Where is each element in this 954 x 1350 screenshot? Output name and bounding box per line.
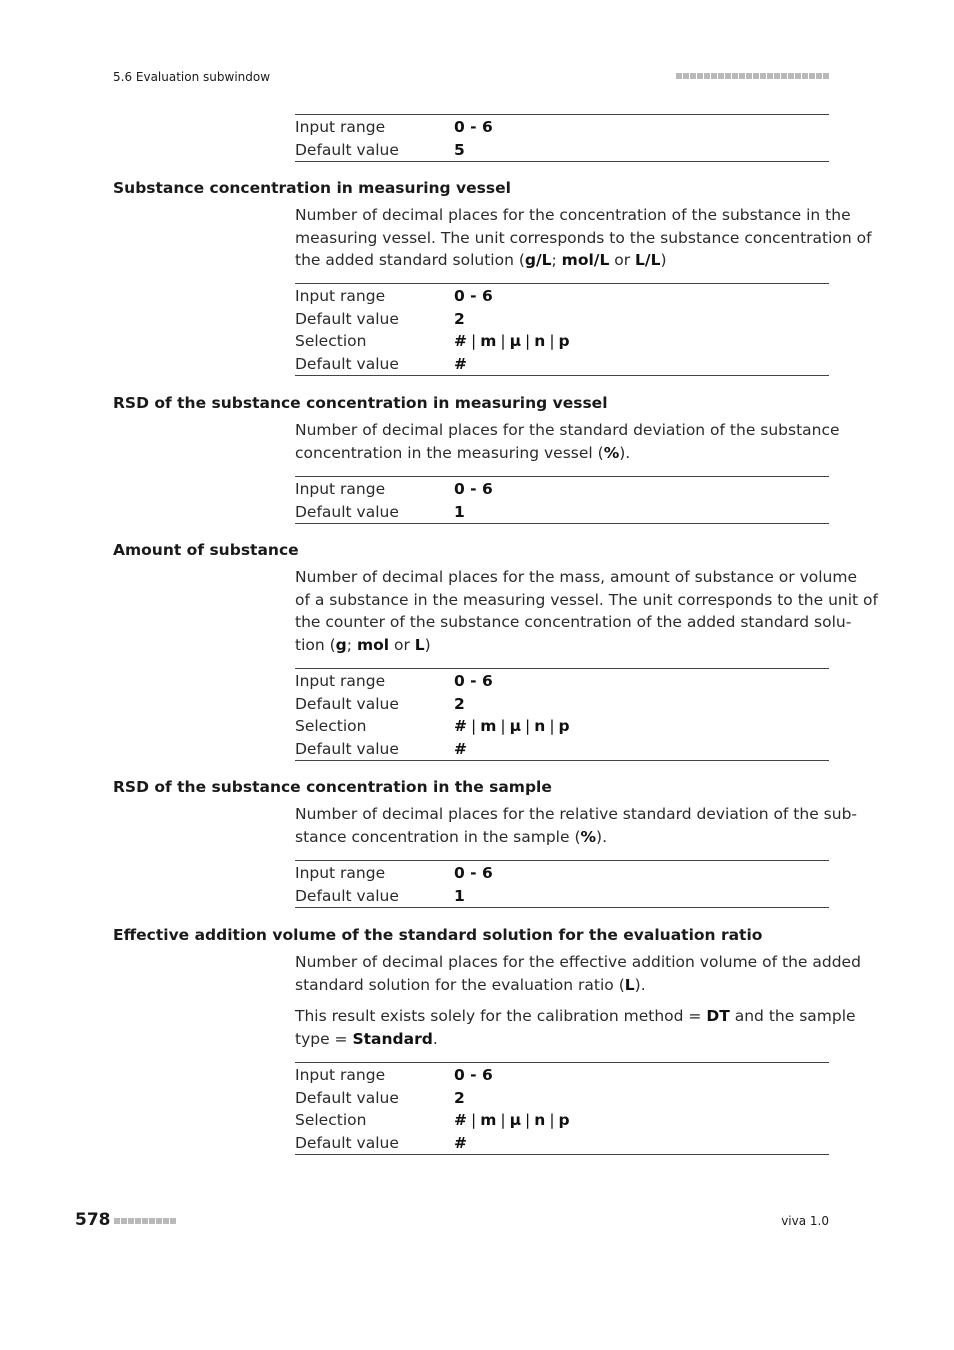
text-line: the counter of the substance concentration of the added standard solu- bbox=[295, 613, 852, 631]
section-heading: Effective addition volume of the standard solution for the evaluation ratio bbox=[113, 926, 763, 944]
row-label: Selection bbox=[295, 1111, 367, 1130]
row-label: Input range bbox=[295, 118, 386, 137]
param-table bbox=[295, 860, 829, 908]
row-label: Input range bbox=[295, 287, 386, 306]
section-description bbox=[295, 803, 858, 848]
param-table bbox=[295, 1062, 829, 1155]
table-row bbox=[295, 353, 829, 376]
row-value: # bbox=[454, 739, 467, 758]
table-row bbox=[295, 1109, 829, 1132]
table-row bbox=[295, 285, 829, 308]
row-value: 0 - 6 bbox=[454, 287, 493, 306]
text-line: tion (g; mol or L) bbox=[295, 635, 431, 654]
section-description bbox=[295, 951, 861, 996]
text-line: Number of decimal places for the concentration of the substance in the bbox=[295, 206, 851, 224]
document-version: viva 1.0 bbox=[781, 1214, 829, 1228]
row-label: Default value bbox=[295, 1088, 399, 1107]
text-line: the added standard solution (g/L; mol/L or L/L) bbox=[295, 251, 667, 269]
row-label: Default value bbox=[295, 886, 399, 905]
row-label: Default value bbox=[295, 739, 399, 758]
table-row bbox=[295, 1132, 829, 1155]
param-table-top bbox=[295, 114, 829, 162]
section-heading: Substance concentration in measuring vessel bbox=[113, 179, 511, 197]
row-label: Input range bbox=[295, 864, 386, 883]
table-row bbox=[295, 116, 829, 139]
section-heading: RSD of the substance concentration in measuring vessel bbox=[113, 394, 608, 412]
table-row bbox=[295, 862, 829, 885]
section-description bbox=[295, 419, 840, 464]
row-label: Default value bbox=[295, 502, 399, 521]
row-value: 2 bbox=[454, 694, 465, 713]
text-line: type = Standard. bbox=[295, 1029, 438, 1048]
row-value: 2 bbox=[454, 309, 465, 328]
table-row bbox=[295, 670, 829, 693]
row-label: Default value bbox=[295, 354, 399, 373]
table-row bbox=[295, 738, 829, 761]
param-table bbox=[295, 476, 829, 524]
selection-options: # | m | µ | n | p bbox=[454, 1111, 570, 1130]
row-label: Default value bbox=[295, 694, 399, 713]
table-row bbox=[295, 693, 829, 716]
row-label: Default value bbox=[295, 140, 399, 159]
selection-options: # | m | µ | n | p bbox=[454, 332, 570, 351]
section-note bbox=[295, 1005, 856, 1050]
row-value: 0 - 6 bbox=[454, 672, 493, 691]
row-value: # bbox=[454, 1133, 467, 1152]
text-line: Number of decimal places for the standard deviation of the substance bbox=[295, 421, 840, 439]
text-line: stance concentration in the sample (%). bbox=[295, 827, 608, 846]
section-title: 5.6 Evaluation subwindow bbox=[113, 70, 271, 84]
table-row bbox=[295, 139, 829, 162]
table-row bbox=[295, 501, 829, 524]
text-line: Number of decimal places for the relative standard deviation of the sub- bbox=[295, 805, 858, 823]
row-value: 0 - 6 bbox=[454, 480, 493, 499]
table-row bbox=[295, 885, 829, 908]
page-footer bbox=[75, 1210, 829, 1234]
row-label: Input range bbox=[295, 480, 386, 499]
section-heading: Amount of substance bbox=[113, 541, 299, 559]
table-row bbox=[295, 1087, 829, 1110]
text-line: measuring vessel. The unit corresponds to the substance concentration of bbox=[295, 228, 872, 247]
row-label: Default value bbox=[295, 309, 399, 328]
row-label: Selection bbox=[295, 717, 367, 736]
page-header bbox=[113, 70, 829, 88]
section-description bbox=[295, 566, 878, 656]
row-value: 5 bbox=[454, 140, 465, 159]
row-label: Input range bbox=[295, 672, 386, 691]
selection-options: # | m | µ | n | p bbox=[454, 717, 570, 736]
page-number: 578 bbox=[75, 1210, 111, 1230]
row-value: 1 bbox=[454, 502, 465, 521]
section-description bbox=[295, 204, 872, 272]
text-line: This result exists solely for the calibration method = DT and the sample bbox=[295, 1007, 856, 1025]
footer-decoration bbox=[114, 1218, 176, 1224]
table-row bbox=[295, 1064, 829, 1087]
row-value: # bbox=[454, 354, 467, 373]
text-line: of a substance in the measuring vessel. The unit corresponds to the unit of bbox=[295, 590, 878, 609]
table-row bbox=[295, 715, 829, 738]
text-line: concentration in the measuring vessel (%). bbox=[295, 443, 631, 462]
section-heading: RSD of the substance concentration in the sample bbox=[113, 778, 552, 796]
row-label: Default value bbox=[295, 1133, 399, 1152]
text-line: standard solution for the evaluation ratio (L). bbox=[295, 975, 646, 994]
row-label: Input range bbox=[295, 1066, 386, 1085]
row-value: 0 - 6 bbox=[454, 1066, 493, 1085]
header-decoration bbox=[676, 73, 829, 79]
row-value: 1 bbox=[454, 886, 465, 905]
text-line: Number of decimal places for the mass, amount of substance or volume bbox=[295, 568, 858, 586]
param-table bbox=[295, 668, 829, 761]
row-label: Selection bbox=[295, 332, 367, 351]
table-row bbox=[295, 330, 829, 353]
row-value: 0 - 6 bbox=[454, 864, 493, 883]
row-value: 0 - 6 bbox=[454, 118, 493, 137]
text-line: Number of decimal places for the effective addition volume of the added bbox=[295, 953, 861, 971]
param-table bbox=[295, 283, 829, 376]
table-row bbox=[295, 478, 829, 501]
table-row bbox=[295, 308, 829, 331]
row-value: 2 bbox=[454, 1088, 465, 1107]
